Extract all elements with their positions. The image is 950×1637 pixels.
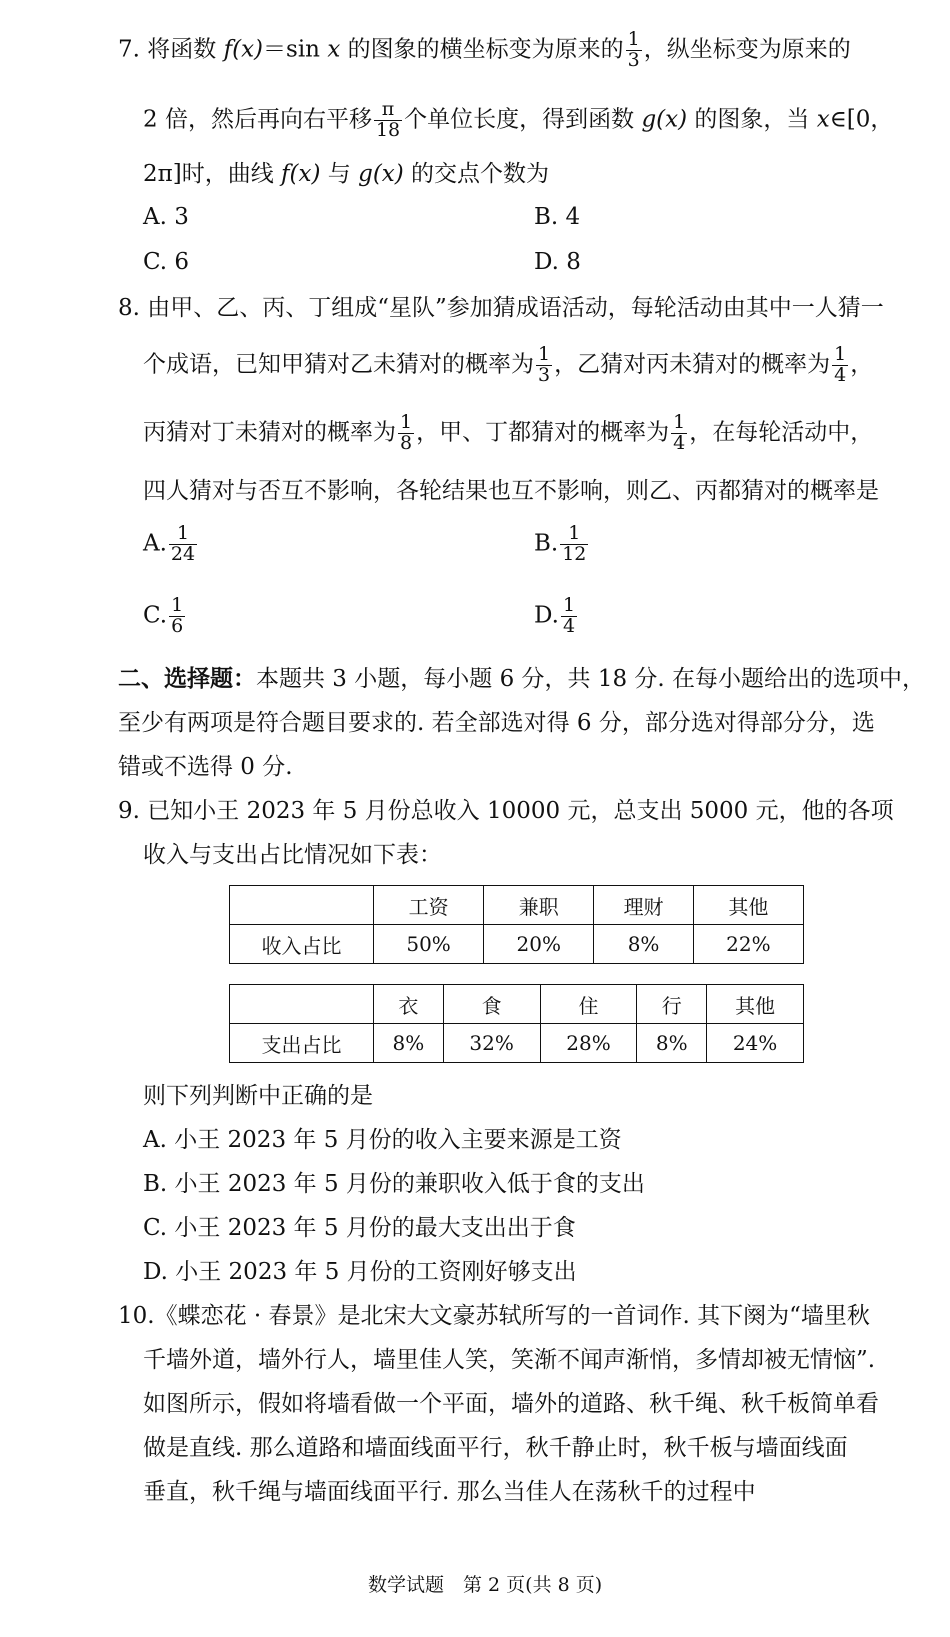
q10-line-1: 10.《蝶恋花 · 春景》是北宋大文豪苏轼所写的一首词作. 其下阕为“墙里秋 [118, 1303, 870, 1329]
fraction: $\frac{1}{3}$ [538, 343, 551, 386]
q10-line-5: 垂直，秋千绳与墙面线面平行. 那么当佳人在荡秋千的过程中 [143, 1479, 756, 1505]
q10-line-4: 做是直线. 那么道路和墙面线面平行，秋千静止时，秋千板与墙面线面 [143, 1435, 848, 1461]
fraction: $\frac{1}{12}$ [562, 522, 587, 565]
fraction: $\frac{1}{8}$ [400, 411, 413, 454]
expense-table-row: 支出占比 8% 32% 28% 8% 24% [230, 1024, 804, 1063]
q10-line-2: 千墙外道，墙外行人，墙里佳人笑，笑渐不闻声渐悄，多情却被无情恼”. [143, 1347, 876, 1373]
expense-table [229, 984, 804, 1063]
q9-option-d: D. 小王 2023 年 5 月份的工资刚好够支出 [143, 1259, 577, 1285]
expense-table-header: 衣 食 住 行 其他 [230, 985, 804, 1024]
q9-option-a: A. 小王 2023 年 5 月份的收入主要来源是工资 [143, 1127, 622, 1153]
q8-line-4: 四人猜对与否互不影响，各轮结果也互不影响，则乙、丙都猜对的概率是 [143, 478, 879, 504]
q8-line-2: 个成语，已知甲猜对乙未猜对的概率为 $\frac{1}{3}$ ，乙猜对丙未猜对的概率为 $\frac{1}{4}$ ， [143, 343, 874, 386]
q7-option-d: D. 8 [534, 249, 581, 275]
q8-option-c: C. $\frac{1}{6}$ [143, 594, 184, 637]
q7-option-a: A. 3 [143, 204, 189, 230]
page-footer: 数学试题 第 2 页(共 8 页) [368, 1574, 603, 1596]
fraction: $\frac{1}{4}$ [562, 594, 576, 637]
q10-line-3: 如图所示，假如将墙看做一个平面，墙外的道路、秋千绳、秋千板简单看 [143, 1391, 879, 1417]
section2-title: 二、选择题： [118, 665, 256, 692]
q8-option-d: D. $\frac{1}{4}$ [534, 594, 576, 637]
q8-line-3: 丙猜对丁未猜对的概率为 $\frac{1}{8}$ ，甲、丁都猜对的概率为 $\frac{1}{4}$ ，在每轮活动中， [143, 411, 874, 454]
q7-line-1: 7. 将函数 f(x)＝sin x 的图象的横坐标变为原来的 $\frac{1}{3}$ ，纵坐标变为原来的 [118, 28, 851, 71]
q7-option-b: B. 4 [534, 204, 581, 230]
section2-line-3: 错或不选得 0 分. [118, 754, 293, 780]
section2-line-1: 二、选择题：本题共 3 小题，每小题 6 分，共 18 分. 在每小题给出的选项中， [118, 665, 926, 692]
section2-line-2: 至少有两项是符合题目要求的. 若全部选对得 6 分，部分选对得部分分，选 [118, 710, 875, 736]
fraction: $\frac{1}{4}$ [834, 343, 847, 386]
fraction: $\frac{1}{24}$ [170, 522, 196, 565]
q8-line-1: 8. 由甲、乙、丙、丁组成“星队”参加猜成语活动，每轮活动由其中一人猜一 [118, 295, 884, 321]
income-table-row: 收入占比 50% 20% 8% 22% [230, 925, 804, 964]
q8-option-b: B. $\frac{1}{12}$ [534, 522, 587, 565]
q9-option-c: C. 小王 2023 年 5 月份的最大支出出于食 [143, 1215, 576, 1241]
q9-line-1: 9. 已知小王 2023 年 5 月份总收入 10000 元，总支出 5000 元，他的各项 [118, 798, 894, 824]
q9-option-b: B. 小王 2023 年 5 月份的兼职收入低于食的支出 [143, 1171, 645, 1197]
q9-prompt: 则下列判断中正确的是 [143, 1083, 373, 1109]
q9-line-2: 收入与支出占比情况如下表： [143, 842, 442, 868]
q7-option-c: C. 6 [143, 249, 190, 275]
fraction-pi-over-18: $\frac{\pi}{18}$ [375, 98, 401, 141]
fraction-one-third: $\frac{1}{3}$ [627, 28, 640, 71]
fraction: $\frac{1}{4}$ [673, 411, 686, 454]
income-table [229, 885, 804, 964]
q7-line-3: 2π]时，曲线 f(x) 与 g(x) 的交点个数为 [143, 161, 550, 187]
q7-line-2: 2 倍，然后再向右平移 $\frac{\pi}{18}$ 个单位长度，得到函数 g(x) 的图象，当 x∈[0， [143, 98, 894, 141]
income-table-header: 工资 兼职 理财 其他 [230, 886, 804, 925]
q8-option-a: A. $\frac{1}{24}$ [143, 522, 196, 565]
fraction: $\frac{1}{6}$ [171, 594, 184, 637]
